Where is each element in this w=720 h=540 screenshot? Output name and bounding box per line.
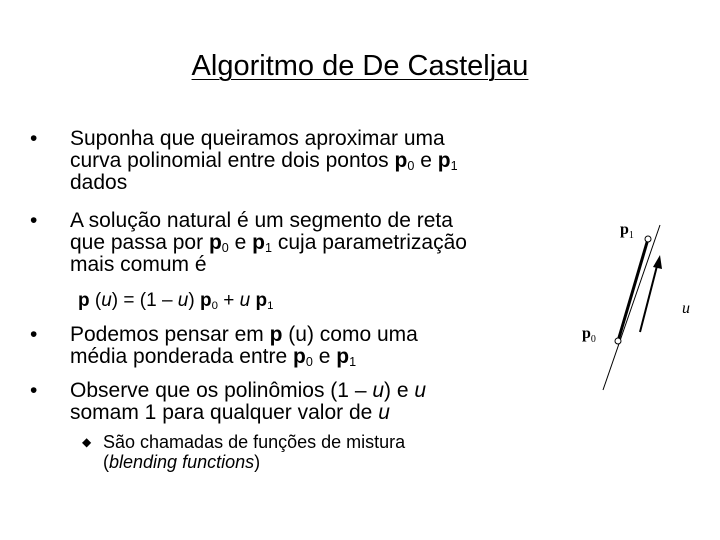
bullet-2-line-1: A solução natural é um segmento de reta [70, 209, 453, 232]
diamond-bullet-icon: ◆ [82, 435, 92, 449]
label-u: u [682, 300, 690, 317]
bullet-dot: • [30, 127, 38, 150]
bullet-1-line-3: dados [70, 171, 128, 194]
sub-bullet-line-2: (blending functions) [103, 452, 261, 472]
u-arrow-head-icon [653, 255, 662, 269]
bullet-dot: • [30, 379, 38, 402]
label-p0: $p_0$ [582, 325, 596, 345]
bullet-1-line-2: curva polinomial entre dois pontos $p_0$ e $p_1$ [70, 149, 458, 174]
label-p1: $p_1$ [620, 221, 634, 241]
u-arrow-shaft [640, 262, 658, 332]
line-segment-diagram [560, 200, 720, 400]
bullet-dot: • [30, 323, 38, 346]
point-p1 [645, 236, 651, 242]
bullet-1-line-1: Suponha que queiramos aproximar uma [70, 127, 445, 150]
sub-bullet-line-1: São chamadas de funções de mistura [103, 432, 406, 452]
bullet-dot: • [30, 209, 38, 232]
segment-line [603, 225, 660, 390]
bullet-3-line-1: Podemos pensar em p (u) como uma [70, 323, 418, 346]
bullet-3-line-2: média ponderada entre $p_0$ e $p_1$ [70, 345, 357, 370]
bullet-4-line-2: somam 1 para qualquer valor de u [70, 401, 390, 424]
bullet-2-line-3: mais comum é [70, 253, 207, 276]
slide-title: Algoritmo de De Casteljau [191, 50, 529, 82]
point-p0 [615, 338, 621, 344]
bullet-2-line-2: que passa por $p_0$ e $p_1$ cuja parametrização [70, 231, 467, 256]
segment-bold [618, 239, 648, 341]
bullet-4-line-1: Observe que os polinômios (1 – u) e u [70, 379, 427, 402]
parametric-formula: p (u) = (1 – u) $p_0 + u$ $p_1$ [78, 290, 274, 312]
